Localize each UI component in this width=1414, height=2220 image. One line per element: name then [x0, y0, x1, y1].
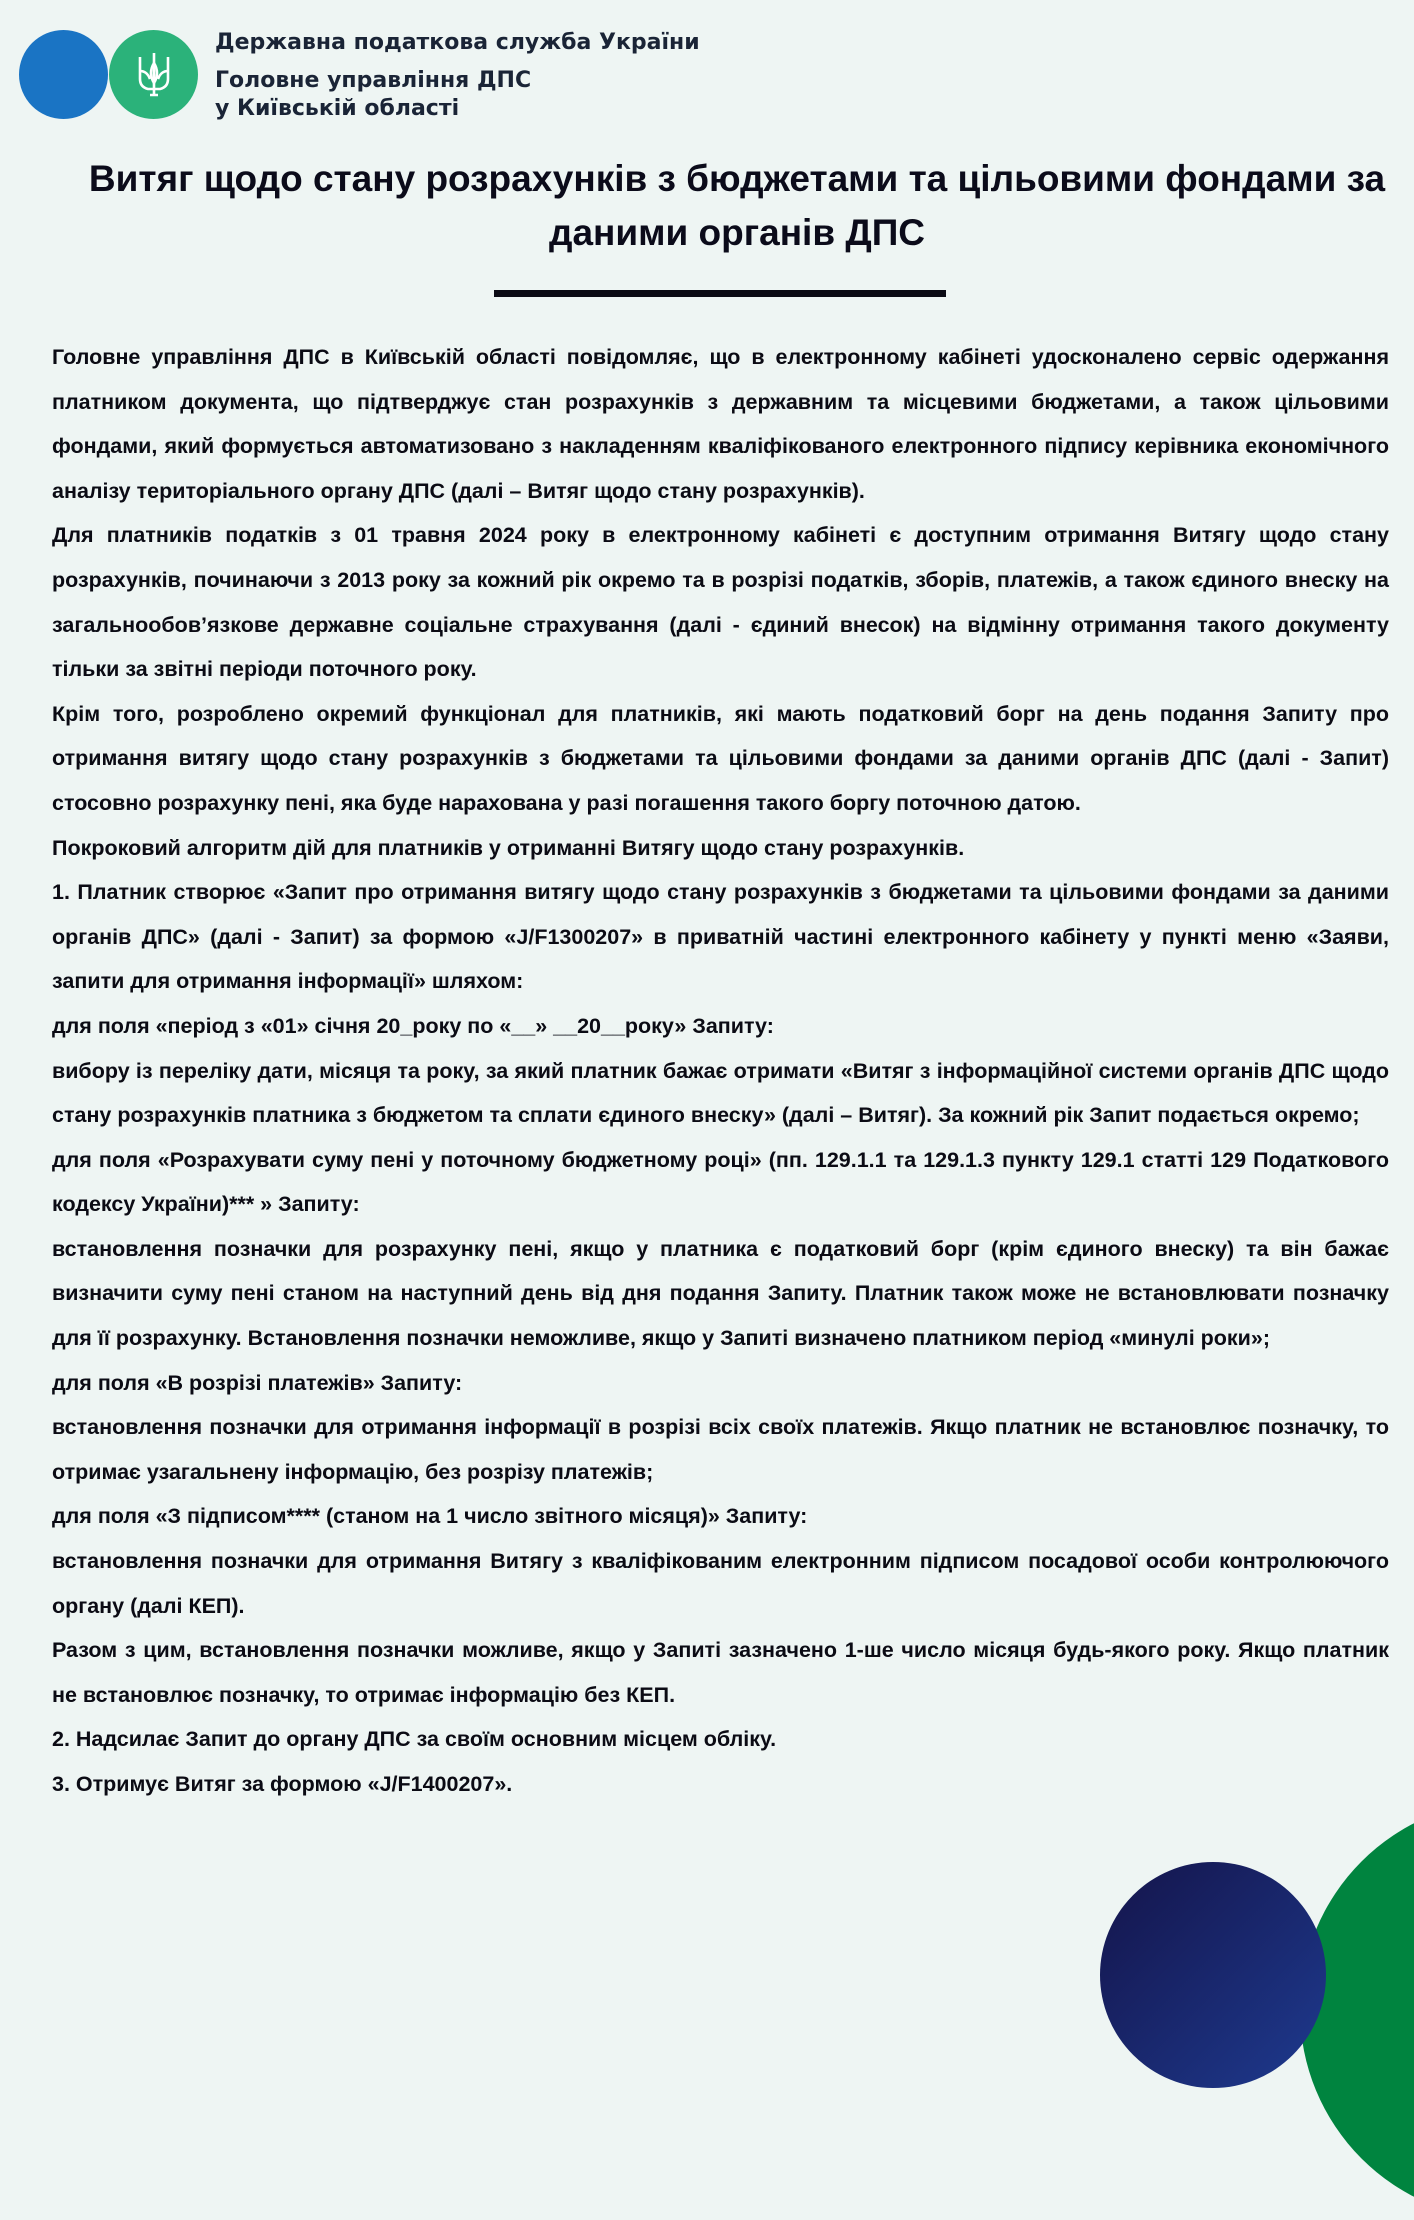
- org-line-2: Головне управління ДПС: [215, 68, 532, 93]
- org-line-1: Державна податкова служба України: [215, 30, 700, 55]
- paragraph: Головне управління ДПС в Київській області повідомляє, що в електронному кабінеті удосконалено сервіс одержання платником документа, що підтверджує стан розрахунків з державним та місцевими бюджетами, а також цільовими фондами, який формується автоматизовано з накладенням кваліфікованого електронного підпису керівника економічного аналізу територіального органу ДПС (далі – Витяг щодо стану розрахунків).: [52, 345, 1389, 503]
- paragraph: встановлення позначки для отримання інформації в розрізі всіх своїх платежів. Якщо платник не встановлює позначку, то отримає узагальнену інформацію, без розрізу платежів;: [52, 1415, 1389, 1484]
- paragraph: Для платників податків з 01 травня 2024 року в електронному кабінеті є доступним отримання Витягу щодо стану розрахунків, починаючи з 2013 року за кожний рік окремо та в розрізі податків, зборів, платежів, а також єдиного внеску на загальнообов’язкове державне соціальне страхування (далі - єдиний внесок) на відмінну отримання такого документу тільки за звітні періоди поточного року.: [52, 523, 1389, 682]
- paragraph: вибору із переліку дати, місяця та року, за який платник бажає отримати «Витяг з інформаційної системи органів ДПС щодо стану розрахунків платника з бюджетом та сплати єдиного внеску» (далі – Витяг). За кожний рік Запит подається окремо;: [52, 1058, 1389, 1128]
- paragraph: для поля «Розрахувати суму пені у поточному бюджетному році» (пп. 129.1.1 та 129.1.3 пункту 129.1 статті 129 Податкового кодексу України)*** » Запиту:: [52, 1147, 1389, 1217]
- paragraph: для поля «В розрізі платежів» Запиту:: [52, 1370, 463, 1395]
- org-line-3: у Київській області: [215, 96, 460, 121]
- logo-blue-circle: [19, 30, 108, 119]
- paragraph: 3. Отримує Витяг за формою «J/F1400207».: [52, 1772, 513, 1796]
- decorative-navy-circle: [1100, 1862, 1326, 2088]
- logo-green-circle: [109, 30, 198, 119]
- title-divider: [494, 290, 946, 297]
- paragraph: Покроковий алгоритм дій для платників у отриманні Витягу щодо стану розрахунків.: [52, 835, 965, 860]
- trident-icon: [134, 49, 174, 99]
- paragraph: для поля «період з «01» січня 20_року по «__» __20__року» Запиту:: [52, 1013, 774, 1038]
- document-title: Витяг щодо стану розрахунків з бюджетами та цільовими фондами за даними органів ДПС: [88, 158, 1386, 253]
- document-body: [52, 335, 1389, 1807]
- paragraph: встановлення позначки для отримання Витягу з кваліфікованим електронним підписом посадової особи контролюючого органу (далі КЕП).: [52, 1549, 1389, 1618]
- paragraph: 2. Надсилає Запит до органу ДПС за своїм основним місцем обліку.: [52, 1727, 777, 1752]
- paragraph: 1. Платник створює «Запит про отримання витягу щодо стану розрахунків з бюджетами та цільовими фондами за даними органів ДПС» (далі - Запит) за формою «J/F1300207» в приватній частині електронного кабінету у пункті меню «Заяви, запити для отримання інформації» шляхом:: [52, 880, 1389, 994]
- paragraph: Крім того, розроблено окремий функціонал для платників, які мають податковий борг на день подання Запиту про отримання витягу щодо стану розрахунків з бюджетами та цільовими фондами за даними органів ДПС (далі - Запит) стосовно розрахунку пені, яка буде нарахована у разі погашення такого боргу поточною датою.: [52, 701, 1389, 815]
- paragraph: Разом з цим, встановлення позначки можливе, якщо у Запиті зазначено 1-ше число місяця будь-якого року. Якщо платник не встановлює позначку, то отримає інформацію без КЕП.: [52, 1638, 1389, 1707]
- paragraph: встановлення позначки для розрахунку пені, якщо у платника є податковий борг (крім єдиного внеску) та він бажає визначити суму пені станом на наступний день від дня подання Запиту. Платник також може не встановлювати позначку для її розрахунку. Встановлення позначки неможливе, якщо у Запиті визначено платником період «минулі роки»;: [52, 1236, 1389, 1351]
- paragraph: для поля «З підписом**** (станом на 1 число звітного місяця)» Запиту:: [52, 1504, 808, 1529]
